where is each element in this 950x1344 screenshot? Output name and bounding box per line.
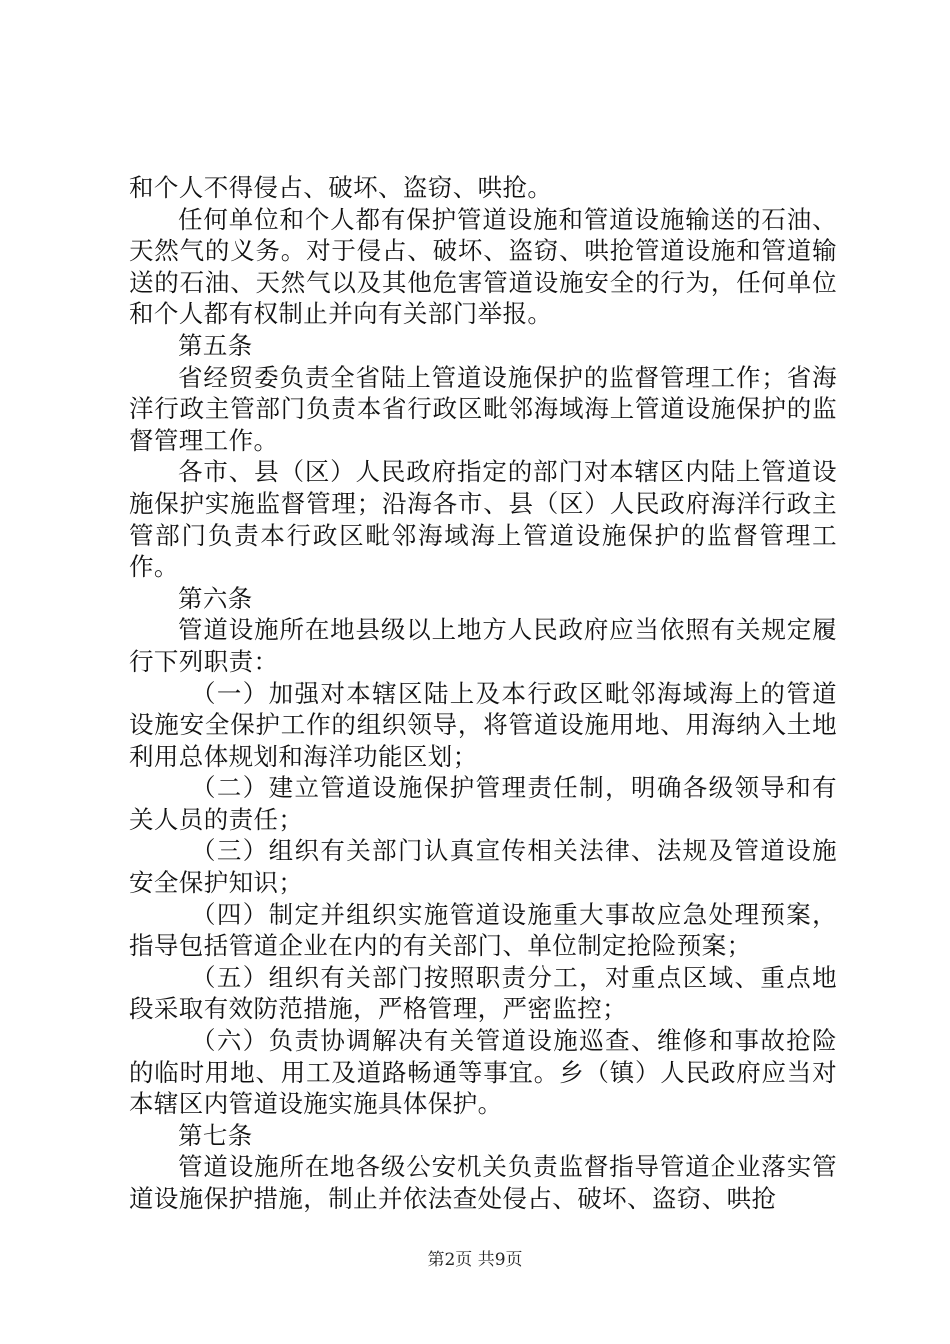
paragraph-obligation: 任何单位和个人都有保护管道设施和管道设施输送的石油、天然气的义务。对于侵占、破坏、盗窃、哄抢管道设施和管道输送的石油、天然气以及其他危害管道设施安全的行为，任何单位和个人都有权制止并向有关部门举报。 xyxy=(129,204,837,329)
list-item-2: （二）建立管道设施保护管理责任制，明确各级领导和有关人员的责任； xyxy=(129,773,837,834)
paragraph-article-5-b: 各市、县（区）人民政府指定的部门对本辖区内陆上管道设施保护实施监督管理；沿海各市、县（区）人民政府海洋行政主管部门负责本行政区毗邻海域海上管道设施保护的监督管理工作。 xyxy=(129,457,837,582)
paragraph-article-7: 管道设施所在地各级公安机关负责监督指导管道企业落实管道设施保护措施，制止并依法查处侵占、破坏、盗窃、哄抢 xyxy=(129,1152,837,1213)
list-item-6: （六）负责协调解决有关管道设施巡查、维修和事故抢险的临时用地、用工及道路畅通等事宜。乡（镇）人民政府应当对本辖区内管道设施实施具体保护。 xyxy=(129,1026,837,1119)
paragraph-article-6-intro: 管道设施所在地县级以上地方人民政府应当依照有关规定履行下列职责： xyxy=(129,615,837,676)
list-item-1: （一）加强对本辖区陆上及本行政区毗邻海域海上的管道设施安全保护工作的组织领导，将管道设施用地、用海纳入土地利用总体规划和海洋功能区划； xyxy=(129,678,837,771)
paragraph-article-5-a: 省经贸委负责全省陆上管道设施保护的监督管理工作；省海洋行政主管部门负责本省行政区毗邻海域海上管道设施保护的监督管理工作。 xyxy=(129,362,837,455)
article-heading-7: 第七条 xyxy=(178,1120,253,1150)
list-item-4: （四）制定并组织实施管道设施重大事故应急处理预案，指导包括管道企业在内的有关部门、单位制定抢险预案； xyxy=(129,899,837,961)
page-number-footer: 第2页 共9页 xyxy=(427,1250,523,1270)
paragraph-continuation: 和个人不得侵占、破坏、盗窃、哄抢。 xyxy=(129,173,553,202)
document-page xyxy=(129,172,837,1215)
list-item-3: （三）组织有关部门认真宣传相关法律、法规及管道设施安全保护知识； xyxy=(129,836,837,898)
article-heading-6: 第六条 xyxy=(178,583,253,613)
list-item-5: （五）组织有关部门按照职责分工，对重点区域、重点地段采取有效防范措施，严格管理，严密监控； xyxy=(129,962,837,1024)
article-heading-5: 第五条 xyxy=(178,330,253,360)
